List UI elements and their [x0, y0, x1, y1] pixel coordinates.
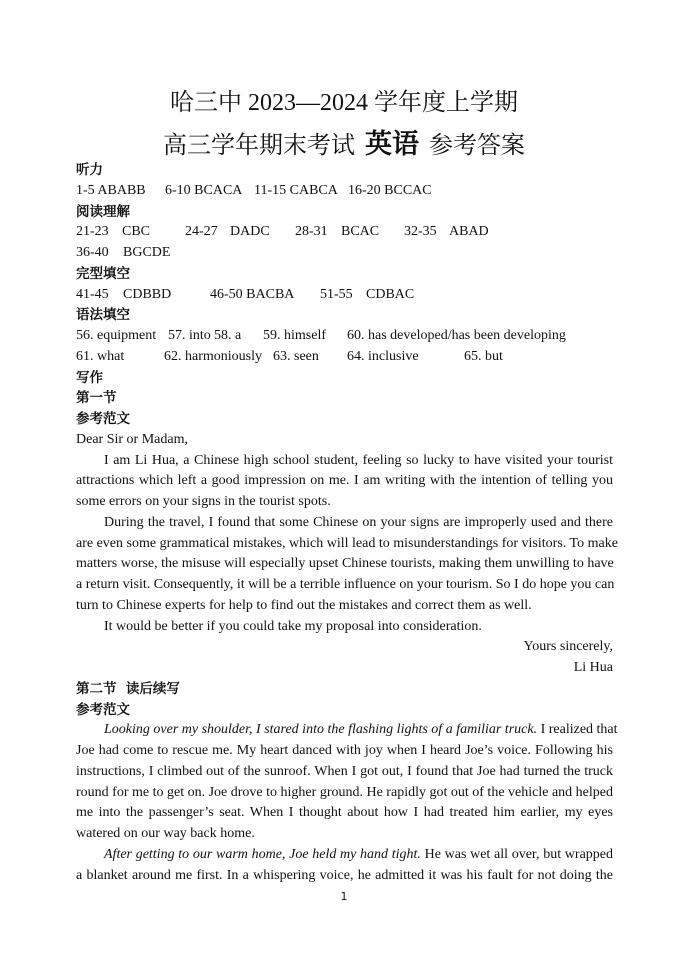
cloze-heading: 完型填空 — [76, 265, 130, 282]
answer-range: 36-40 — [76, 245, 109, 260]
answer: 61. what — [76, 348, 125, 364]
title-line-2 — [0, 122, 688, 161]
answer: DADC — [230, 224, 270, 240]
answer: 63. seen — [273, 348, 319, 364]
story-text: I realized that — [537, 722, 618, 738]
cloze-answers — [76, 285, 613, 306]
story-line: instructions, I climbed out of the sunroof. When I got out, I found that Joe had turned the truck — [76, 763, 613, 779]
document-body — [76, 160, 618, 886]
answer: BCAC — [341, 224, 380, 240]
letter-line: a return visit. Consequently, it will be a terrible influence on your tourism. So I do hope you can — [76, 577, 615, 592]
answer: 58. a — [214, 328, 242, 343]
letter-line: some errors on your signs in the tourist spots. — [76, 494, 331, 509]
title-answers: 参考答案 — [429, 133, 525, 159]
letter-closing: Yours sincerely, — [523, 639, 613, 655]
answer-range: 24-27 — [185, 224, 218, 240]
answer-range: 28-31 — [295, 224, 328, 240]
answer-range: 41-45 — [76, 286, 109, 302]
answer-range: 21-23 — [76, 224, 109, 240]
answer: 46-50 BACBA — [210, 286, 295, 302]
story-given-sentence: After getting to our warm home, Joe held my hand tight. — [104, 846, 421, 862]
answer: 11-15 CABCA — [254, 182, 338, 198]
letter-line: It would be better if you could take my proposal into consideration. — [104, 618, 482, 634]
reading-heading: 阅读理解 — [76, 203, 130, 220]
story-given-sentence: Looking over my shoulder, I stared into the flashing lights of a familiar truck. — [104, 722, 538, 738]
answer: 59. himself — [263, 328, 326, 343]
story-line — [76, 720, 618, 741]
answer: CBC — [122, 224, 151, 240]
letter-line: matters worse, the misuse will especially upset Chinese tourists, making them unwilling to have — [76, 556, 614, 572]
answer: 60. has developed/has been developing — [347, 328, 566, 343]
answer: BGCDE — [123, 245, 171, 260]
answer: 57. into — [168, 328, 211, 343]
answer: CDBAC — [366, 286, 415, 302]
answer: ABAD — [449, 224, 489, 240]
grammar-heading: 语法填空 — [76, 307, 130, 324]
title-exam: 高三学年期末考试 — [163, 133, 355, 159]
answer: 6-10 BCACA — [165, 182, 243, 198]
answer-range: 32-35 — [404, 224, 437, 240]
letter-line: attractions which left a good impression on me. I am writing with the intention of telling you — [76, 473, 613, 489]
listening-heading: 听力 — [76, 162, 103, 178]
story-text: He was wet all over, but wrapped — [420, 846, 613, 862]
reading-answers-2 — [76, 243, 613, 264]
story-line: round for me to get on. Joe drove to higher ground. He rapidly got out of the vehicle and helped — [76, 784, 613, 800]
answer: 16-20 BCCAC — [348, 182, 432, 198]
answer: 64. inclusive — [347, 348, 419, 364]
answer-range: 51-55 — [320, 286, 353, 302]
letter-line: turn to Chinese experts for help to find out the mistakes and correct them as well. — [76, 597, 532, 613]
answer: 62. harmoniously — [164, 348, 262, 364]
section-1-heading: 第一节 — [76, 390, 117, 407]
answer: 1-5 ABABB — [76, 182, 146, 198]
story-line: me into the passenger’s seat. When I thought about how I had treated him earlier, my eyes — [76, 805, 613, 821]
title-subject: 英语 — [365, 129, 419, 159]
answer: 65. but — [464, 348, 503, 364]
reading-answers-1 — [76, 222, 613, 243]
story-line: a blanket around me first. In a whispering voice, he admitted it was his fault for not doing the — [76, 867, 613, 883]
listening-answers — [76, 181, 613, 202]
title-line-1: 哈三中 2023—2024 学年度上学期 — [170, 90, 518, 116]
story-line: Joe had come to rescue me. My heart danced with joy when I heard Joe’s voice. Following his — [76, 743, 613, 758]
letter-greeting: Dear Sir or Madam, — [76, 431, 188, 447]
section-2-heading: 第二节 读后续写 — [76, 680, 180, 697]
letter-line: During the travel, I found that some Chinese on your signs are improperly used and there — [104, 514, 613, 530]
letter-signature: Li Hua — [573, 660, 613, 675]
letter-line: are even some grammatical mistakes, which will lead to misunderstandings for visitors. To make — [76, 535, 618, 551]
story-line — [76, 845, 613, 866]
grammar-answers-1 — [76, 326, 613, 347]
grammar-answers-2 — [76, 347, 613, 368]
page-number: 1 — [340, 890, 348, 903]
story-line: watered on our way back home. — [76, 826, 255, 841]
sample-heading-2: 参考范文 — [76, 701, 130, 718]
writing-heading: 写作 — [76, 369, 103, 386]
answer: CDBBD — [123, 286, 172, 302]
answer: 56. equipment — [76, 328, 157, 343]
sample-heading-1: 参考范文 — [76, 411, 130, 427]
letter-line: I am Li Hua, a Chinese high school student, feeling so lucky to have visited your tourist — [104, 452, 613, 468]
